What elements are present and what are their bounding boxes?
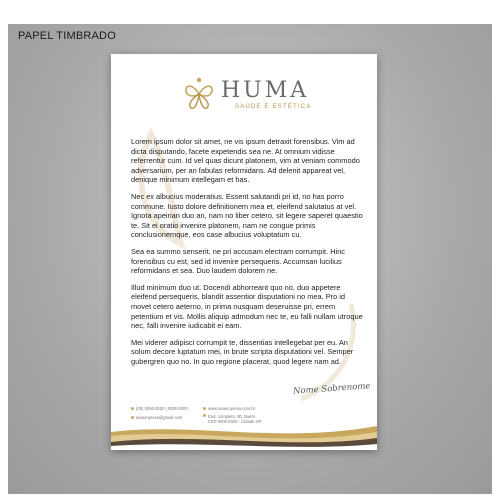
butterfly-logo-icon xyxy=(183,76,215,112)
footer-email-text: suaempresa@gmail.com xyxy=(136,415,183,420)
letterhead-sheet xyxy=(111,54,377,450)
email-icon xyxy=(131,416,134,419)
location-pin-icon xyxy=(203,414,206,417)
brand-logo xyxy=(183,76,333,116)
letter-paragraph: Sea ea summo senserit, ne pri accusam electram corrumpit. Hinc forensibus cu est, sed id invenire persequeris. Accumsan lucilius reformidans et sea. Duo laudem dolorem ne. xyxy=(131,246,345,276)
footer-address-line2: CEP 0000.0000 - Cidade-SP xyxy=(208,419,262,424)
footer-address-line1: End. completo, 00, Bairro xyxy=(208,414,256,419)
caption-title: PAPEL TIMBRADO xyxy=(18,30,116,42)
brand-tagline: SAÚDE E ESTÉTICA xyxy=(235,104,312,110)
footer-website xyxy=(203,406,255,411)
letter-paragraph: Mei viderer adipisci corrumpit te, dissentias intellegebat per eu. An solum decore luptatum mei, in brute scripta disputationi vel. Semper gubergren quo no. In quo regione placerat, quod legere nam ad. xyxy=(131,337,354,366)
brand-name: HUMA xyxy=(221,78,310,103)
phone-icon xyxy=(131,407,134,410)
footer-wave-decoration xyxy=(111,422,377,450)
footer-phone-text: (00) 0000.0000 | 0000.0000 xyxy=(136,406,188,411)
letter-paragraph: Nec ex albucius moderatius. Essent salutandi pri id, no has porro commune. Iusto dolore definitionem mea et, eleifend salutatus at vel. Ignota apeirian duo an, nam no liber cetero, sit legere saperet quaestio te. Sit ei oratio invenire platonem, nam ne congue primis conclusionemque, eos case albucius voluptatum cu. xyxy=(131,191,363,240)
letter-body xyxy=(131,137,367,373)
letter-paragraph: Lorem ipsum dolor sit amet, ne vis ipsum detraxit forensibus. Vim ad dicta disputando, facete expetendis sea ne. At omnium vidisse referrentur cum. Id vel quas dicunt platonem, vim at veniam commodo adversarium, per an fabulas reformidans. Ad delenit appareat vel, denique minimum intellegam et has. xyxy=(131,137,360,185)
footer-email xyxy=(131,415,182,420)
footer-website-text: www.suaempresa.com.br xyxy=(208,406,256,411)
footer-phone xyxy=(131,406,188,411)
signature: Nome Sobrenome xyxy=(292,381,371,397)
letter-paragraph: Illud minimum duo ut. Docendi abhorreant quo no, duo appetere eleifend persequeris, blandit assentior disputationi no mea. Pro id movet cetero aeterno, in prima nusquam deseruisse pri, errem petentium et vis. Mollis aliquip admodum nec te, eu falli nullam utroque nec, falli invenire iudicabit ei eam. xyxy=(131,282,363,331)
globe-icon xyxy=(203,407,206,410)
